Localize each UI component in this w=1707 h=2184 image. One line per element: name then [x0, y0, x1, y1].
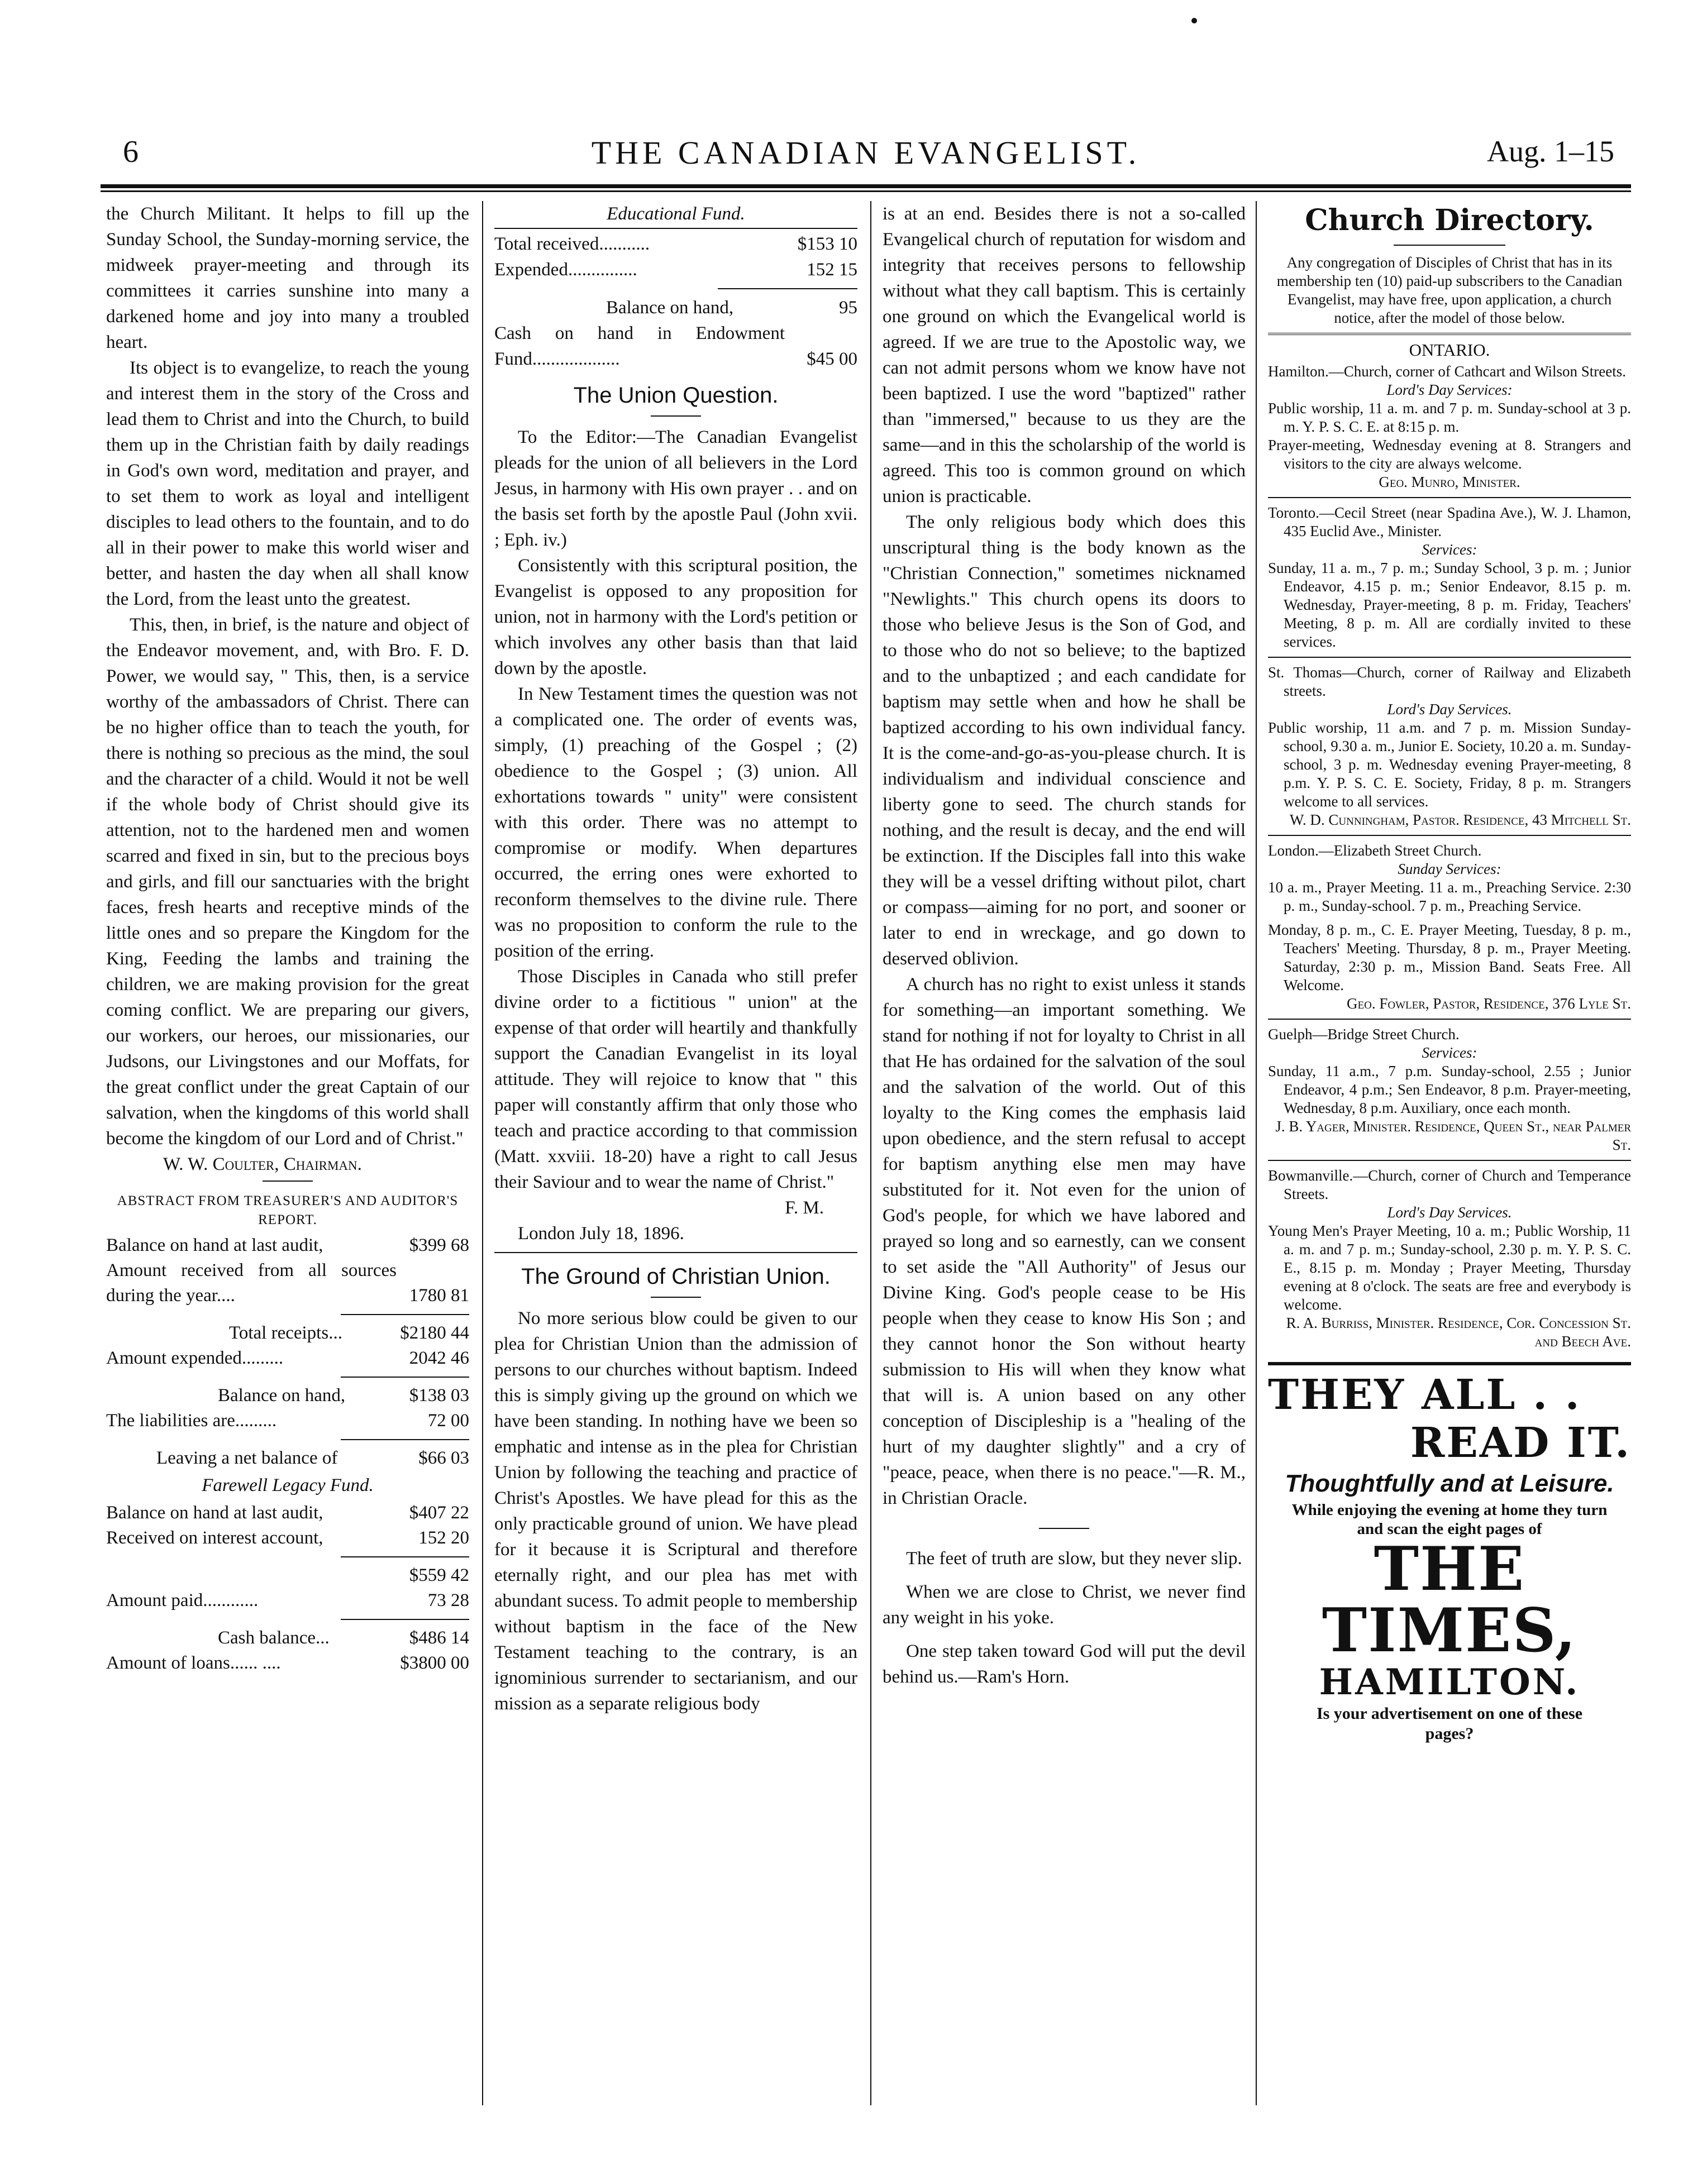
report-row — [106, 1563, 469, 1588]
divider — [1268, 1019, 1631, 1020]
row-label: Balance on hand, — [606, 298, 734, 318]
row-label: Total received........... — [494, 234, 650, 254]
report-row — [106, 1651, 469, 1676]
article-paragraph: Consistently with this scriptural position, the Evangelist is opposed to any proposition for union, not in harmony with the Lord's petition or which involves any other basis than that laid down by the apostle. — [494, 556, 857, 678]
row-label: Amount of loans...... .... — [106, 1653, 281, 1673]
page-number: 6 — [123, 135, 139, 169]
masthead-rule — [101, 184, 1631, 192]
times-advertisement — [1268, 1362, 1631, 1744]
service-times: Sunday, 11 a.m., 7 p.m. Sunday-school, 2.55 ; Junior Endeavor, 4 p.m.; Sen Endeavor, 8 p.m. Prayer-meeting, Wednesday, 8 p.m. Auxiliary, once each month. — [1268, 1063, 1631, 1116]
article-paragraph: Those Disciples in Canada who still prefer divine order to a fictitious " union" at the expense of that order will heartily and thankfully support the Canadian Evangelist in its loyal attitude. They will rejoice to know that " this paper will constantly affirm that only those who teach and practice according to that commission (Matt. xxviii. 18-20) have a right to call Jesus their Saviour and to wear the name of Christ." — [494, 967, 857, 1192]
church-entry: Hamilton.—Church, corner of Cathcart and Wilson Streets. — [1268, 363, 1627, 380]
divider — [1268, 1160, 1631, 1161]
newspaper-title: THE CANADIAN EVANGELIST. — [591, 135, 1141, 171]
row-value: $559 42 — [409, 1565, 469, 1585]
report-row — [106, 1233, 469, 1258]
article-headline: The Union Question. — [573, 383, 779, 408]
ad-question: Is your advertisement on one of these pages? — [1316, 1704, 1583, 1743]
report-row — [106, 1500, 469, 1526]
minister: Geo. Munro, Minister. — [1379, 474, 1520, 490]
minister: R. A. Burriss, Minister. Residence, Cor. Concession St. and Beech Ave. — [1286, 1315, 1631, 1350]
column-divider — [870, 201, 871, 2105]
article-headline: The Ground of Christian Union. — [521, 1264, 831, 1289]
row-label: Amount expended......... — [106, 1348, 284, 1368]
report-row — [106, 1321, 469, 1346]
sum-rule — [341, 1377, 469, 1378]
ad-headline: THEY ALL . . — [1268, 1371, 1581, 1419]
report-row — [106, 1526, 469, 1551]
report-row — [106, 1383, 469, 1408]
service-heading: Lord's Day Services. — [1387, 1204, 1512, 1221]
maxim: The feet of truth are slow, but they never slip. — [906, 1549, 1242, 1569]
service-heading: Lord's Day Services. — [1387, 701, 1512, 718]
article-paragraph: In New Testament times the question was not a complicated one. The order of events was, simply, (1) preaching of the Gospel ; (2) obedience to the Gospel ; (3) union. All exhortations towards " unity" were consistent with this order. There was no attempt to compromise or modify. When departures occurred, the erring ones were exhorted to reconform themselves to the divine rule. There was no proposition to conform the rule to the position of the erring. — [494, 684, 857, 961]
province-heading: ONTARIO. — [1409, 340, 1490, 360]
divider — [1268, 333, 1631, 335]
row-label: Total receipts... — [229, 1323, 342, 1343]
divider — [494, 1252, 857, 1253]
divider — [1268, 835, 1631, 836]
sum-rule — [341, 1619, 469, 1620]
ad-tagline: Thoughtfully and at Leisure. — [1285, 1470, 1614, 1497]
service-times: Young Men's Prayer Meeting, 10 a. m.; Public Worship, 11 a. m. and 7 p. m.; Sunday-school, 2.30 p. m. Y. P. S. C. E., 8.15 p. m. Monday ; Prayer Meeting, Thursday evening at 8 o'clock. The seats are free and everybody is welcome. — [1268, 1222, 1631, 1313]
divider — [651, 415, 701, 417]
article-paragraph: To the Editor:—The Canadian Evangelist pleads for the union of all believers in the Lord Jesus, in harmony with His own prayer . . and on the basis set forth by the apostle Paul (John xvii. ; Eph. iv.) — [494, 427, 857, 550]
row-value: 73 28 — [427, 1590, 469, 1610]
row-value: $2180 44 — [400, 1323, 469, 1343]
row-value: 152 20 — [418, 1528, 469, 1548]
report-row — [494, 295, 857, 321]
directory-intro: Any congregation of Disciples of Christ that has in its membership ten (10) paid-up subscribers to the Canadian Evangelist, may have free, upon application, a church notice, after the model of those below. — [1276, 254, 1623, 326]
row-label: Expended............... — [494, 260, 637, 280]
service-times: Monday, 8 p. m., C. E. Prayer Meeting, Tuesday, 8 p. m., Teachers' Meeting. Thursday, 8 p. m., Prayer Meeting. Saturday, 2:30 p. m., Mission Band. Seats Free. All Welcome. — [1268, 921, 1631, 993]
service-times: Public worship, 11 a. m. and 7 p. m. Sunday-school at 3 p. m. Y. P. S. C. E. at 8:15 p. m. — [1268, 400, 1631, 435]
sum-rule — [341, 1314, 469, 1315]
row-label: Cash on hand in Endowment Fund................... — [494, 323, 785, 369]
report-row — [494, 321, 857, 372]
divider — [494, 228, 857, 229]
church-entry: St. Thomas—Church, corner of Railway and Elizabeth streets. — [1268, 664, 1631, 699]
signature: W. W. Coulter, Chairman. — [163, 1154, 362, 1174]
church-entry: Toronto.—Cecil Street (near Spadina Ave.), W. J. Lhamon, 435 Euclid Ave., Minister. — [1268, 504, 1631, 539]
row-label: Amount paid............ — [106, 1590, 259, 1610]
row-value: $66 03 — [418, 1448, 469, 1468]
divider — [651, 1297, 701, 1298]
article-paragraph: This, then, in brief, is the nature and object of the Endeavor movement, and, with Bro. F. D. Power, we would say, " This, then, is a service worthy of the ambassadors of Christ. There can be no higher office than to teach the youth, for there is nothing so precious as the mind, the soul and the character of a child. Would it not be well if the whole body of Christ should give its attention, not to the hardened men and women scarred and fixed in sin, but to the precious boys and girls, and fill our sanctuaries with the bright faces, fresh hearts and receptive minds of the little ones and so prepare the Kingdom for the King, Feeding the lambs and training the children, we are making provision for the great coming conflict. We are preparing our givers, our workers, our heroes, our missionaries, our Judsons, our Livingstones and our Moffats, for the great conflict under the great Captain of our salvation, when the kingdoms of this world shall become the kingdom of our Lord and of Christ." — [106, 615, 469, 1149]
maxim: When we are close to Christ, we never find any weight in his yoke. — [883, 1582, 1246, 1628]
report-row — [106, 1408, 469, 1433]
report-row — [106, 1588, 469, 1613]
service-heading: Sunday Services: — [1398, 861, 1501, 877]
sum-rule — [718, 288, 857, 289]
ink-speck — [1191, 18, 1197, 23]
row-value: 1780 81 — [409, 1285, 469, 1306]
row-value: $138 03 — [409, 1385, 469, 1406]
article-paragraph: is at an end. Besides there is not a so-called Evangelical church of reputation for wisdom and integrity that receives persons to fellowship without what they call baptism. This is certainly one ground on which the Evangelical world is agreed. If we are true to the Apostolic way, we can not admit persons whom we know have not been baptized. I use the word "baptized" rather than "immersed," because to us they are the same—and in this the scholarship of the world is agreed. This too is common ground on which union is practicable. — [883, 204, 1246, 506]
service-times: Sunday, 11 a. m., 7 p. m.; Sunday School, 3 p. m. ; Junior Endeavor, 4.15 p. m.; Senior Endeavor, 8.15 p. m. Wednesday, Prayer-meeting, 8 p. m. Friday, Teachers' Meeting, 8 p. m. All are cordially invited to these services. — [1268, 560, 1631, 650]
row-label: Received on interest account, — [106, 1528, 323, 1548]
minister: W. D. Cunningham, Pastor. Residence, 43 Mitchell St. — [1289, 811, 1631, 828]
row-value: $45 00 — [807, 349, 857, 369]
column-1 — [106, 201, 469, 2122]
service-times: Public worship, 11 a.m. and 7 p. m. Mission Sunday-school, 9.30 a. m., Junior E. Society, 10.20 a. m. Sunday-school, 3 p. m. Wednesday evening Prayer-meeting, 8 p.m. Y. P. S. C. E. Society, Friday, 8 p. m. Strangers welcome to all services. — [1268, 719, 1631, 810]
ad-publication: THE TIMES, — [1322, 1534, 1577, 1666]
article-paragraph: A church has no right to exist unless it stands for something—an important something. We stand for nothing if not for loyalty to Christ in all that He has ordained for the salvation of the soul and the salvation of the world. Out of this loyalty to the King comes the emphasis laid upon obedience, and the stern refusal to accept for baptism anything else men may have substituted for it. Not even for the union of God's people, for which we have labored and prayed so long and so earnestly, can we consent to set aside the "All Authority" of Jesus our Divine King. God's people cease to be His people when they cease to know His Son ; and they cannot honor the Son without hearty submission to His will when they know what that will is. A union based on any other conception of Discipleship is a "healing of the hurt of my daughter slightly" and a cry of "peace, peace, when there is no peace."—R. M., in Christian Oracle. — [883, 974, 1246, 1508]
divider — [1039, 1528, 1089, 1529]
row-label: Balance on hand at last audit, — [106, 1235, 323, 1255]
article-paragraph: the Church Militant. It helps to fill up the Sunday School, the Sunday-morning service, the midweek prayer-meeting and through its committees it carries sunshine into many a darkened home and joy into many a troubled heart. — [106, 204, 469, 352]
dateline: London July 18, 1896. — [518, 1224, 684, 1244]
row-label: The liabilities are......... — [106, 1411, 277, 1431]
row-label: Balance on hand at last audit, — [106, 1503, 323, 1523]
ad-city: HAMILTON. — [1319, 1661, 1580, 1703]
column-2 — [494, 201, 857, 2122]
row-value: $3800 00 — [400, 1653, 469, 1673]
sum-rule — [341, 1439, 469, 1440]
sum-rule — [341, 1556, 469, 1557]
row-value: $486 14 — [409, 1628, 469, 1648]
service-times: Prayer-meeting, Wednesday evening at 8. Strangers and visitors to the city are always welcome. — [1268, 437, 1631, 472]
row-value: 152 15 — [807, 260, 857, 280]
row-value: $399 68 — [409, 1235, 469, 1255]
report-heading: ABSTRACT FROM TREASURER'S AND AUDITOR'S REPORT. — [117, 1193, 459, 1227]
row-label: Leaving a net balance of — [156, 1448, 338, 1468]
church-directory — [1268, 201, 1631, 2122]
row-value: $153 10 — [797, 234, 857, 254]
divider — [1268, 657, 1631, 658]
row-label: Balance on hand, — [218, 1385, 346, 1406]
service-heading: Services: — [1422, 1044, 1477, 1061]
article-paragraph: The only religious body which does this unscriptural thing is the body known as the "Christian Connection," sometimes nicknamed "Newlights." This church opens its doors to those who believe Jesus is the Son of God, and to those who do not so believe; to the baptized and to the unbaptized ; and each candidate for baptism may settle when and how he shall be baptized according to his own individual fancy. It is the come-and-go-as-you-please church. It is individualism and individual conscience and liberty gone to seed. The church stands for nothing, and the result is decay, and the end will be extinction. If the Disciples fall into this wake they will be a vessel drifting without pilot, chart or compass—aiming for no port, and sooner or later to end in wreckage, and go down to deserved oblivion. — [883, 512, 1246, 969]
author-initials: F. M. — [785, 1198, 824, 1218]
report-row — [494, 231, 857, 257]
service-heading: Services: — [1422, 541, 1477, 558]
article-paragraph: No more serious blow could be given to our plea for Christian Union than the admission of persons to our churches without baptism. Indeed this is simply giving up the ground on which we have been standing. In nothing have we been so emphatic and intense as in the plea for Christian Union by following the teaching and practice of Christ's Apostles. We have plead for this as the only practicable ground of union. We have plead for it because it is Scriptural and therefore eternally right, and our plea has met with abundant sucess. To admit people to membership without baptism in the face of the New Testament teaching to the contrary, is an ignominious surrender to sectarianism, and our mission as a separate religious body — [494, 1308, 857, 1714]
report-row — [106, 1626, 469, 1651]
column-divider — [1256, 201, 1257, 2105]
treasurer-report — [106, 1233, 469, 1676]
church-entry: Guelph—Bridge Street Church. — [1268, 1026, 1460, 1043]
church-entry: London.—Elizabeth Street Church. — [1268, 842, 1482, 859]
page-frame — [101, 128, 1631, 2116]
row-value: 72 00 — [427, 1411, 469, 1431]
minister: J. B. Yager, Minister. Residence, Queen St., near Palmer St. — [1275, 1118, 1631, 1153]
ad-body: While enjoying the evening at home they turn and scan the eight pages of — [1291, 1501, 1608, 1538]
report-row — [106, 1346, 469, 1371]
column-divider — [482, 201, 483, 2105]
row-label: Cash balance... — [218, 1628, 330, 1648]
service-times: 10 a. m., Prayer Meeting. 11 a. m., Preaching Service. 2:30 p. m., Sunday-school. 7 p. m., Preaching Service. — [1268, 879, 1631, 914]
masthead — [101, 128, 1631, 179]
minister: Geo. Fowler, Pastor, Residence, 376 Lyle St. — [1347, 995, 1631, 1012]
row-value: $407 22 — [409, 1503, 469, 1523]
divider — [1268, 497, 1631, 498]
divider — [263, 1181, 313, 1182]
fund-heading: Educational Fund. — [607, 204, 745, 224]
article-paragraph: Its object is to evangelize, to reach the young and interest them in the story of the Cross and lead them to Christ and into the Church, to build them up in the Christian faith by daily readings in God's own word, meditation and prayer, and to set them to work as loyal and intelligent disciples to lead others to the fountain, and to do all in their power to make this world wiser and better, and hasten the day when all shall know the Lord, from the least unto the greatest. — [106, 358, 469, 609]
church-entry: Bowmanville.—Church, corner of Church and Temperance Streets. — [1268, 1167, 1631, 1202]
ad-headline: READ IT. — [1410, 1419, 1631, 1467]
maxim: One step taken toward God will put the devil behind us.—Ram's Horn. — [883, 1641, 1246, 1687]
service-heading: Lord's Day Services: — [1386, 381, 1513, 398]
directory-title: Church Directory. — [1305, 203, 1594, 237]
row-value: 2042 46 — [409, 1348, 469, 1368]
report-row — [494, 257, 857, 283]
row-label: Amount received from all sources during the year.... — [106, 1260, 397, 1306]
divider — [1394, 245, 1505, 246]
column-3 — [883, 201, 1246, 2122]
report-row — [106, 1446, 469, 1471]
fund-heading: Farewell Legacy Fund. — [202, 1475, 374, 1495]
report-row — [106, 1258, 469, 1308]
row-value: 95 — [839, 298, 857, 318]
issue-date: Aug. 1–15 — [1487, 135, 1614, 168]
